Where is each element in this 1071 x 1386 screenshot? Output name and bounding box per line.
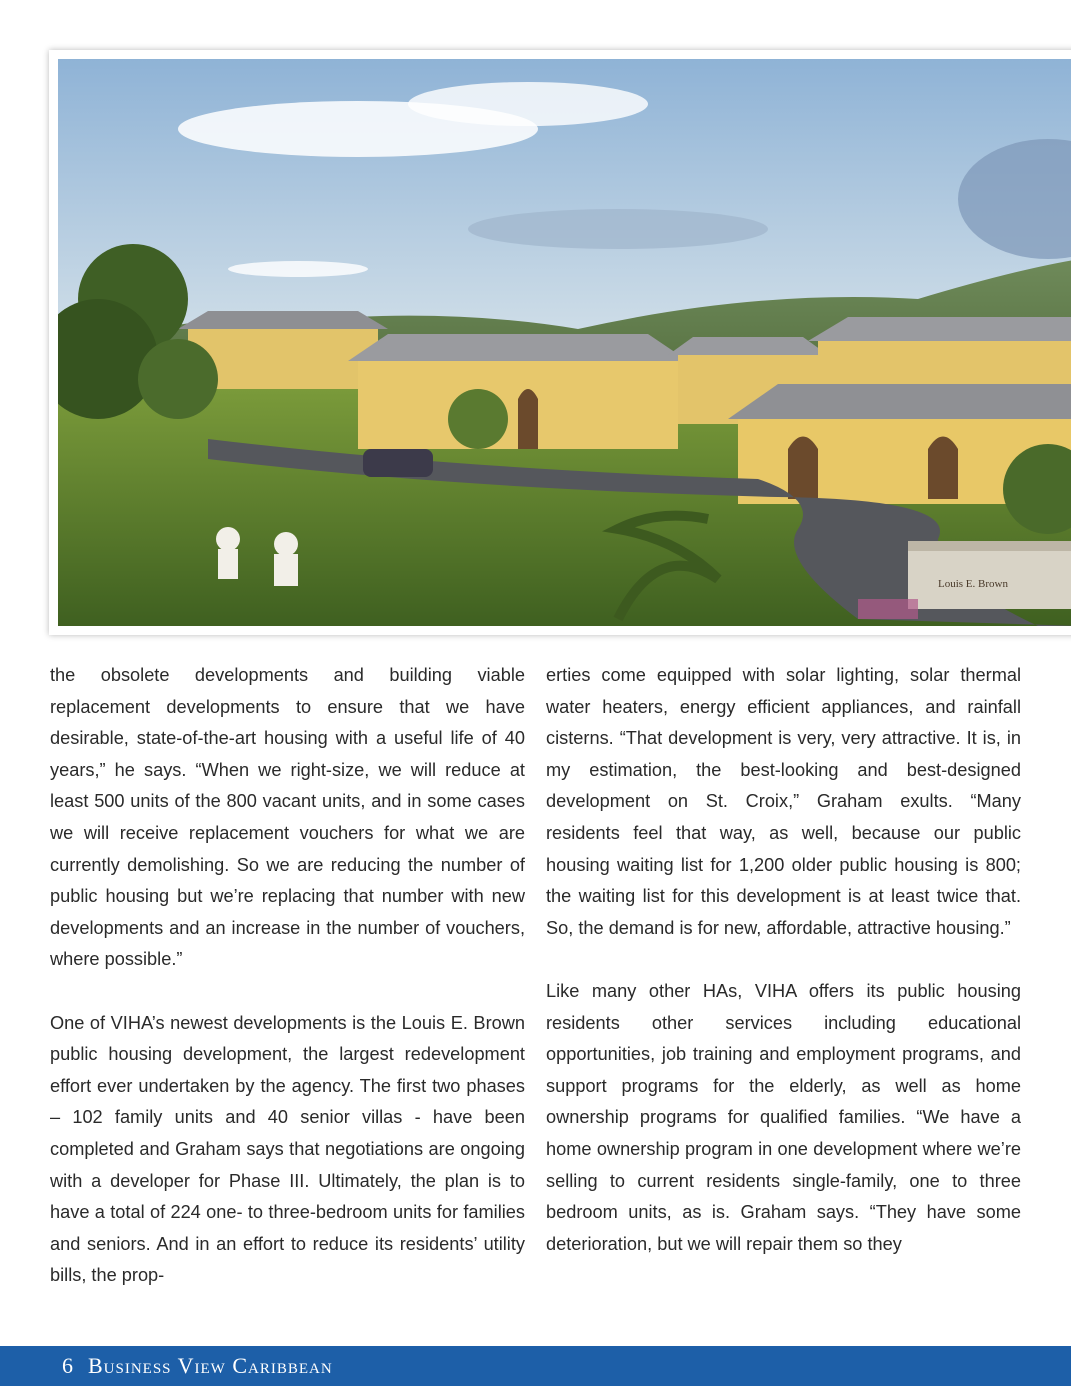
article-column-left [50, 660, 525, 1292]
publication-name: Business View Caribbean [88, 1353, 333, 1378]
paragraph: One of VIHA’s newest developments is the Louis E. Brown public housing development, the largest redevelopment effort ever undertaken by the agency. The first two phases – 102 family units and 40 senior villas - have been completed and Graham says that negotiations are ongoing with a developer for Phase III. Ultimately, the plan is to have a total of 224 one- to three-bedroom units for families and seniors. And in an effort to reduce its residents’ utility bills, the prop- [50, 1012, 525, 1286]
rendering-photo [58, 59, 1071, 626]
paragraph: Like many other HAs, VIHA offers its public housing residents other services including educational opportunities, job training and employment programs, and support programs for the elderly, as well as home ownership programs for qualified families. “We have a home ownership program in one development where we’re selling to current residents single-family, one to three bedroom units, as is. Graham says. “They have some deterioration, but we will repair them so they [546, 980, 1021, 1254]
housing-development-illustration [58, 59, 1071, 626]
paragraph: erties come equipped with solar lighting, solar thermal water heaters, energy efficient appliances, and rainfall cisterns. “That development is very, very attractive. It is, in my estimation, the best-looking and best-designed development on St. Croix,” Graham exults. “Many residents feel that way, as well, because our public housing waiting list for 1,200 older public housing is 800; the waiting list for this development is at least twice that. So, the demand is for new, affordable, attractive housing.” [546, 665, 1021, 938]
article-column-right [546, 660, 1021, 1260]
paragraph: the obsolete developments and building viable replacement developments to ensure that we have desirable, state-of-the-art housing with a useful life of 40 years,” he says. “When we right-size, we will reduce at least 500 units of the 800 vacant units, and in some cases we will receive replacement vouchers for what we are currently demolishing. So we are reducing the number of public housing but we’re replacing that number with new developments and an increase in the number of vouchers, where possible.” [50, 665, 525, 970]
monument-sign-text: Louis E. Brown [938, 578, 1008, 590]
article-photo-frame [49, 50, 1071, 635]
page-footer [62, 1353, 333, 1379]
page-number: 6 [62, 1353, 74, 1378]
